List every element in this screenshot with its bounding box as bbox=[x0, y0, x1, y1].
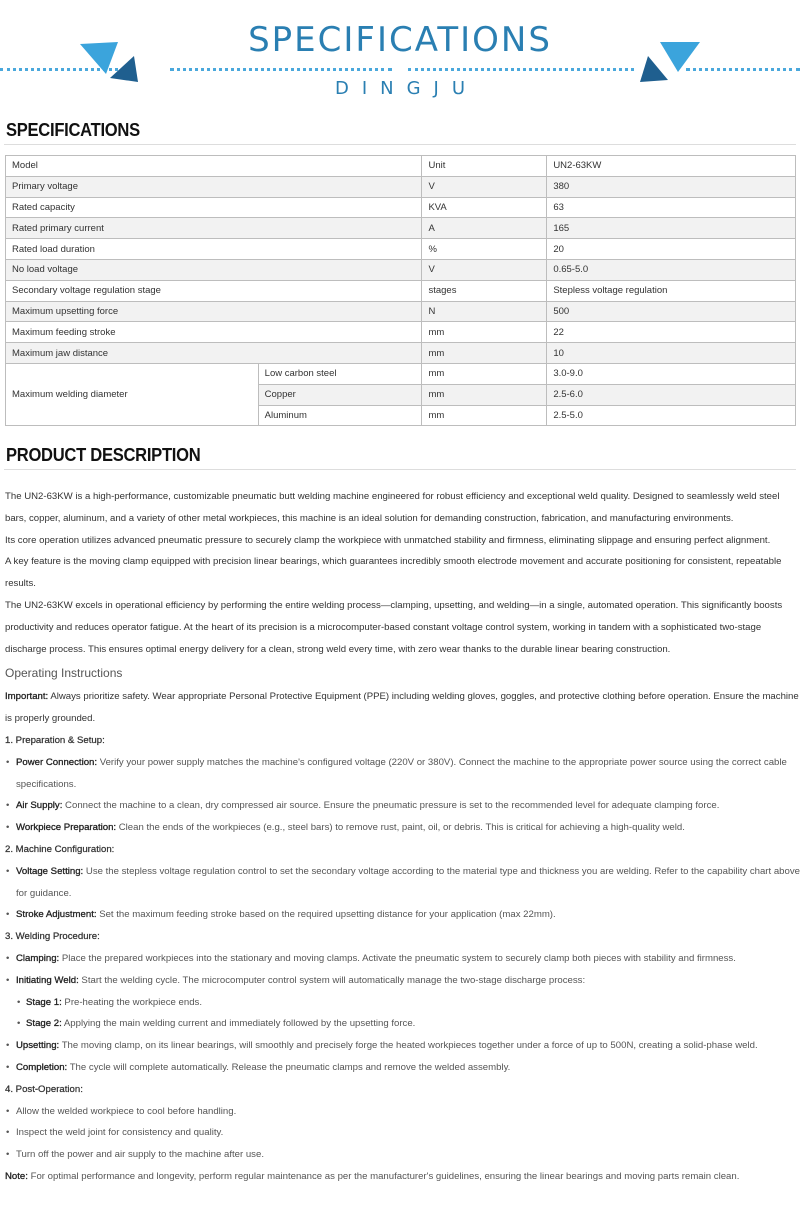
step-heading-post-operation: 4. Post-Operation: bbox=[5, 1083, 83, 1095]
table-cell: 20 bbox=[547, 239, 796, 260]
table-cell: 2.5-5.0 bbox=[547, 405, 796, 426]
description-paragraph: The UN2-63KW excels in operational efficiency by performing the entire welding process—clamping, upsetting, and welding—in a single, automated operation. This significantly boosts productivity and reduces operator fatigue. At the heart of its precision is a microcomputer-based constant voltage control system, working in tandem with a sophisticated two-stage discharge process. This ensures optimal energy delivery for a clean, strong weld every time, with zero wear thanks to the durable linear bearing construction. bbox=[5, 599, 783, 655]
table-cell: stages bbox=[422, 280, 547, 301]
list-item-label: Stage 1: bbox=[26, 996, 62, 1008]
list-item-text: Use the stepless voltage regulation control to set the secondary voltage according to the material type and thickness you are welding. Refer to the capability chart above for guidance. bbox=[16, 865, 800, 899]
table-row bbox=[6, 301, 796, 322]
table-cell: Model bbox=[6, 156, 422, 177]
table-row bbox=[6, 259, 796, 280]
table-cell: 22 bbox=[547, 322, 796, 343]
list-item-label: Clamping: bbox=[16, 952, 60, 964]
list-item-label: Air Supply: bbox=[16, 800, 63, 812]
list-item bbox=[5, 948, 800, 970]
product-description-heading: PRODUCT DESCRIPTION bbox=[6, 445, 201, 465]
list-item-text: The cycle will complete automatically. Release the pneumatic clamps and remove the welded assembly. bbox=[67, 1061, 511, 1073]
step-heading-preparation: 1. Preparation & Setup: bbox=[5, 734, 105, 746]
table-cell-welding-diameter: Maximum welding diameter bbox=[6, 363, 259, 425]
post-operation-list bbox=[5, 1101, 800, 1166]
table-cell: UN2-63KW bbox=[547, 156, 796, 177]
list-item-label: Voltage Setting: bbox=[16, 865, 84, 877]
list-item bbox=[5, 861, 800, 905]
dotted-line-center-left bbox=[170, 68, 392, 71]
description-paragraph: Its core operation utilizes advanced pneumatic pressure to securely clamp the workpiece with unmatched stability and firmness, eliminating slippage and ensuring perfect alignment. bbox=[5, 534, 771, 546]
table-row bbox=[6, 218, 796, 239]
table-cell: mm bbox=[422, 405, 547, 426]
list-item-text: Clean the ends of the workpieces (e.g., steel bars) to remove rust, paint, oil, or debris. This is critical for achieving a high-quality weld. bbox=[116, 822, 685, 834]
list-item-label: Workpiece Preparation: bbox=[16, 822, 117, 834]
table-cell: mm bbox=[422, 343, 547, 364]
table-row bbox=[6, 156, 796, 177]
table-cell: Unit bbox=[422, 156, 547, 177]
table-cell: Maximum upsetting force bbox=[6, 301, 422, 322]
banner-subtitle: DINGJU bbox=[334, 78, 479, 99]
table-cell: 380 bbox=[547, 176, 796, 197]
list-item-label: Stroke Adjustment: bbox=[16, 909, 97, 921]
list-item-label: Upsetting: bbox=[16, 1040, 60, 1052]
maintenance-note bbox=[5, 1166, 800, 1188]
table-cell: Maximum jaw distance bbox=[6, 343, 422, 364]
list-item bbox=[5, 817, 800, 839]
banner-title: SPECIFICATIONS bbox=[248, 20, 552, 60]
list-item-text: Pre-heating the workpiece ends. bbox=[61, 996, 203, 1008]
dotted-line-center-right bbox=[408, 68, 634, 71]
table-cell: 2.5-6.0 bbox=[547, 384, 796, 405]
list-item: • Allow the welded workpiece to cool before handling. bbox=[5, 1101, 800, 1123]
table-cell: mm bbox=[422, 384, 547, 405]
list-item: • Turn off the power and air supply to the machine after use. bbox=[5, 1144, 800, 1166]
step-heading-welding: 3. Welding Procedure: bbox=[5, 931, 100, 943]
list-item: • Inspect the weld joint for consistency and quality. bbox=[5, 1122, 800, 1144]
list-item-text: Connect the machine to a clean, dry compressed air source. Ensure the pneumatic pressure is set to the recommended level for adequate clamping force. bbox=[62, 800, 720, 812]
list-item bbox=[5, 1035, 800, 1057]
note-text: For optimal performance and longevity, perform regular maintenance as per the manufacturer's guidelines, ensuring the linear bearings and moving parts remain clean. bbox=[27, 1170, 740, 1182]
list-item-text: Verify your power supply matches the machine's configured voltage (220V or 380V). Connect the machine to the appropriate power source using the correct cable specifications. bbox=[16, 756, 787, 790]
specifications-table bbox=[5, 155, 796, 426]
table-cell: No load voltage bbox=[6, 259, 422, 280]
list-item-label: Initiating Weld: bbox=[16, 974, 79, 986]
step-heading-configuration: 2. Machine Configuration: bbox=[5, 843, 115, 855]
table-cell: Copper bbox=[258, 384, 422, 405]
list-item bbox=[5, 1013, 800, 1035]
important-note bbox=[5, 686, 800, 730]
list-item-text: Applying the main welding current and immediately followed by the upsetting force. bbox=[61, 1018, 416, 1030]
table-cell: V bbox=[422, 176, 547, 197]
list-item bbox=[5, 795, 800, 817]
important-text: Always prioritize safety. Wear appropriate Personal Protective Equipment (PPE) including welding gloves, goggles, and protective clothing before operation. Ensure the machine is properly grounded. bbox=[5, 691, 799, 725]
dotted-line-right bbox=[686, 68, 800, 71]
table-cell: Rated primary current bbox=[6, 218, 422, 239]
product-description-body bbox=[5, 486, 800, 1188]
banner bbox=[0, 0, 800, 108]
list-item-text: Place the prepared workpieces into the stationary and moving clamps. Activate the pneumatic system to securely clamp both pieces with stability and firmness. bbox=[59, 952, 736, 964]
table-cell: N bbox=[422, 301, 547, 322]
table-cell: 3.0-9.0 bbox=[547, 363, 796, 384]
list-item bbox=[5, 752, 800, 796]
table-cell: 0.65-5.0 bbox=[547, 259, 796, 280]
list-item bbox=[5, 1057, 800, 1079]
table-cell: Primary voltage bbox=[6, 176, 422, 197]
table-row bbox=[6, 363, 796, 384]
spec-table-body bbox=[6, 156, 796, 426]
list-item-label: Power Connection: bbox=[16, 756, 98, 768]
table-cell: 165 bbox=[547, 218, 796, 239]
preparation-list bbox=[5, 752, 800, 839]
table-row bbox=[6, 239, 796, 260]
table-row bbox=[6, 280, 796, 301]
list-item-text: Start the welding cycle. The microcomputer control system will automatically manage the two-stage discharge process: bbox=[78, 974, 586, 986]
table-cell: mm bbox=[422, 363, 547, 384]
specifications-heading: SPECIFICATIONS bbox=[6, 120, 140, 140]
table-cell: Stepless voltage regulation bbox=[547, 280, 796, 301]
table-cell: KVA bbox=[422, 197, 547, 218]
table-row bbox=[6, 176, 796, 197]
description-paragraph: A key feature is the moving clamp equipped with precision linear bearings, which guarantees incredibly smooth electrode movement and accurate positioning for consistent, repeatable results. bbox=[5, 556, 782, 590]
list-item-label: Stage 2: bbox=[26, 1018, 62, 1030]
table-cell: mm bbox=[422, 322, 547, 343]
list-item bbox=[5, 904, 800, 926]
table-cell: A bbox=[422, 218, 547, 239]
operating-instructions-title: Operating Instructions bbox=[5, 666, 123, 681]
important-label: Important: bbox=[5, 691, 49, 703]
table-cell: 63 bbox=[547, 197, 796, 218]
table-cell: V bbox=[422, 259, 547, 280]
table-cell: Maximum feeding stroke bbox=[6, 322, 422, 343]
list-item-label: Completion: bbox=[16, 1061, 68, 1073]
list-item-text: Set the maximum feeding stroke based on the required upsetting distance for your application (max 22mm). bbox=[96, 909, 556, 921]
table-cell: % bbox=[422, 239, 547, 260]
configuration-list bbox=[5, 861, 800, 926]
table-cell: Rated load duration bbox=[6, 239, 422, 260]
welding-list bbox=[5, 948, 800, 1079]
list-item bbox=[5, 992, 800, 1014]
note-label: Note: bbox=[5, 1170, 28, 1182]
table-cell: Rated capacity bbox=[6, 197, 422, 218]
list-item bbox=[5, 970, 800, 992]
table-row bbox=[6, 343, 796, 364]
table-row bbox=[6, 197, 796, 218]
table-cell: Aluminum bbox=[258, 405, 422, 426]
product-description-rule bbox=[4, 469, 796, 470]
table-cell: Low carbon steel bbox=[258, 363, 422, 384]
table-cell: 10 bbox=[547, 343, 796, 364]
table-cell: 500 bbox=[547, 301, 796, 322]
specifications-rule bbox=[4, 144, 796, 145]
table-cell: Secondary voltage regulation stage bbox=[6, 280, 422, 301]
list-item-text: The moving clamp, on its linear bearings, will smoothly and precisely forge the heated workpieces together under a force of up to 500N, creating a solid-phase weld. bbox=[59, 1040, 758, 1052]
description-paragraph: The UN2-63KW is a high-performance, customizable pneumatic butt welding machine engineered for robust efficiency and exceptional weld quality. Designed to seamlessly weld steel bars, copper, aluminum, and a variety of other metal workpieces, this machine is an ideal solution for demanding construction, fabrication, and manufacturing environments. bbox=[5, 491, 780, 524]
table-row bbox=[6, 322, 796, 343]
